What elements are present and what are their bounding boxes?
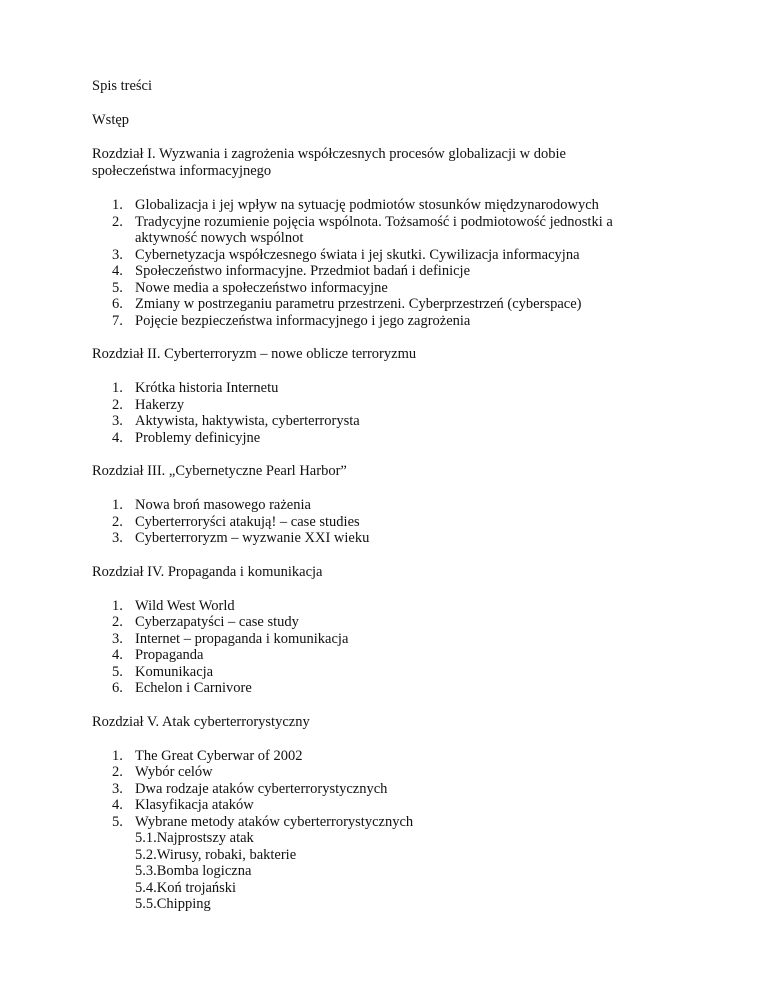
chapter-items — [92, 598, 652, 697]
item-number: 2. — [112, 614, 123, 630]
list-item — [112, 764, 652, 781]
list-item — [112, 263, 652, 280]
chapter-heading: Rozdział III. „Cybernetyczne Pearl Harbor” — [92, 463, 347, 479]
list-item — [112, 296, 652, 313]
toc-title: Spis treści — [92, 78, 153, 94]
chapter-3 — [92, 463, 652, 547]
item-text: Wybrane metody ataków cyberterrorystycznych — [135, 813, 414, 830]
item-number: 3. — [112, 413, 123, 429]
item-number: 6. — [112, 680, 123, 696]
item-number: 3. — [112, 630, 123, 647]
item-number: 2. — [112, 213, 123, 230]
list-item — [112, 630, 652, 648]
list-item — [112, 197, 652, 214]
item-text: Cyberzapatyści – case study — [135, 614, 299, 630]
item-number: 4. — [112, 263, 123, 279]
list-item — [112, 680, 652, 697]
chapter-heading: Rozdział II. Cyberterroryzm – nowe oblicze terroryzmu — [92, 346, 417, 362]
item-text: Cybernetyzacja współczesnego świata i jej skutki. Cywilizacja informacyjna — [135, 246, 580, 263]
item-number: 4. — [112, 797, 123, 813]
chapter-5 — [92, 714, 652, 913]
list-item — [112, 429, 652, 447]
chapter-1 — [92, 146, 652, 329]
item-text: Cyberterroryści atakują! – case studies — [135, 513, 360, 530]
list-item — [112, 213, 652, 247]
item-text: Krótka historia Internetu — [135, 380, 279, 396]
toc-intro: Wstęp — [92, 112, 130, 128]
list-item — [112, 312, 652, 330]
sub-item: 5.2.Wirusy, robaki, bakterie — [135, 846, 297, 863]
item-number: 5. — [112, 663, 123, 680]
list-item — [112, 597, 652, 615]
list-item — [112, 380, 652, 397]
item-number: 6. — [112, 296, 123, 312]
sub-item: 5.1.Najprostszy atak — [135, 830, 254, 846]
item-text: Hakerzy — [135, 396, 185, 413]
sub-items — [135, 830, 652, 913]
item-text: Pojęcie bezpieczeństwa informacyjnego i jego zagrożenia — [135, 312, 471, 329]
list-item — [112, 279, 652, 297]
item-number: 5. — [112, 279, 123, 296]
chapter-heading: Rozdział V. Atak cyberterrorystyczny — [92, 713, 310, 730]
item-text: Dwa rodzaje ataków cyberterrorystycznych — [135, 780, 388, 797]
chapter-heading: Rozdział IV. Propaganda i komunikacja — [92, 563, 323, 580]
item-number: 4. — [112, 647, 123, 663]
item-number: 3. — [112, 246, 123, 263]
sub-item: 5.3.Bomba logiczna — [135, 863, 252, 879]
item-number: 1. — [112, 597, 123, 614]
chapter-items — [92, 497, 652, 547]
item-number: 1. — [112, 497, 123, 513]
item-text: Nowa broń masowego rażenia — [135, 497, 311, 513]
chapter-2 — [92, 346, 652, 446]
chapter-items — [92, 380, 652, 446]
chapter-items — [92, 748, 652, 913]
item-text: Aktywista, haktywista, cyberterrorysta — [135, 413, 360, 429]
item-number: 2. — [112, 396, 123, 413]
item-number: 7. — [112, 312, 123, 329]
item-number: 1. — [112, 380, 123, 396]
chapter-heading: Rozdział I. Wyzwania i zagrożenia współczesnych procesów globalizacji w dobie społeczeństwa informacyjnego — [92, 146, 566, 179]
item-text: The Great Cyberwar of 2002 — [135, 747, 303, 764]
item-text: Globalizacja i jej wpływ na sytuację podmiotów stosunków międzynarodowych — [135, 197, 599, 213]
list-item — [112, 797, 652, 814]
item-text: Zmiany w postrzeganiu parametru przestrzeni. Cyberprzestrzeń (cyberspace) — [135, 296, 582, 312]
item-text: Cyberterroryzm – wyzwanie XXI wieku — [135, 530, 370, 546]
item-text: Klasyfikacja ataków — [135, 797, 254, 813]
sub-item: 5.4.Koń trojański — [135, 879, 237, 896]
table-of-contents — [92, 78, 652, 930]
chapter-4 — [92, 564, 652, 697]
item-text: Społeczeństwo informacyjne. Przedmiot badań i definicje — [135, 263, 471, 279]
item-number: 2. — [112, 513, 123, 530]
item-text: Wild West World — [135, 597, 235, 614]
item-text: Echelon i Carnivore — [135, 680, 252, 696]
item-number: 3. — [112, 780, 123, 797]
item-text: Komunikacja — [135, 663, 214, 680]
list-item — [112, 413, 652, 430]
item-text: Nowe media a społeczeństwo informacyjne — [135, 279, 388, 296]
list-item — [112, 813, 652, 913]
item-number: 5. — [112, 813, 123, 830]
sub-item: 5.5.Chipping — [135, 896, 211, 912]
list-item — [112, 747, 652, 765]
item-text: Tradycyjne rozumienie pojęcia wspólnota. Tożsamość i podmiotowość jednostki a aktywność nowych wspólnot — [135, 213, 613, 246]
list-item — [112, 396, 652, 414]
item-number: 1. — [112, 747, 123, 764]
list-item — [112, 614, 652, 631]
item-text: Propaganda — [135, 647, 204, 663]
list-item — [112, 246, 652, 264]
chapter-items — [92, 197, 652, 329]
item-text: Problemy definicyjne — [135, 429, 261, 446]
item-text: Internet – propaganda i komunikacja — [135, 630, 349, 647]
item-number: 2. — [112, 764, 123, 780]
item-number: 1. — [112, 197, 123, 213]
list-item — [112, 780, 652, 798]
list-item — [112, 530, 652, 547]
item-text: Wybór celów — [135, 764, 213, 780]
list-item — [112, 513, 652, 531]
list-item — [112, 663, 652, 681]
item-number: 4. — [112, 429, 123, 446]
list-item — [112, 497, 652, 514]
item-number: 3. — [112, 530, 123, 546]
list-item — [112, 647, 652, 664]
